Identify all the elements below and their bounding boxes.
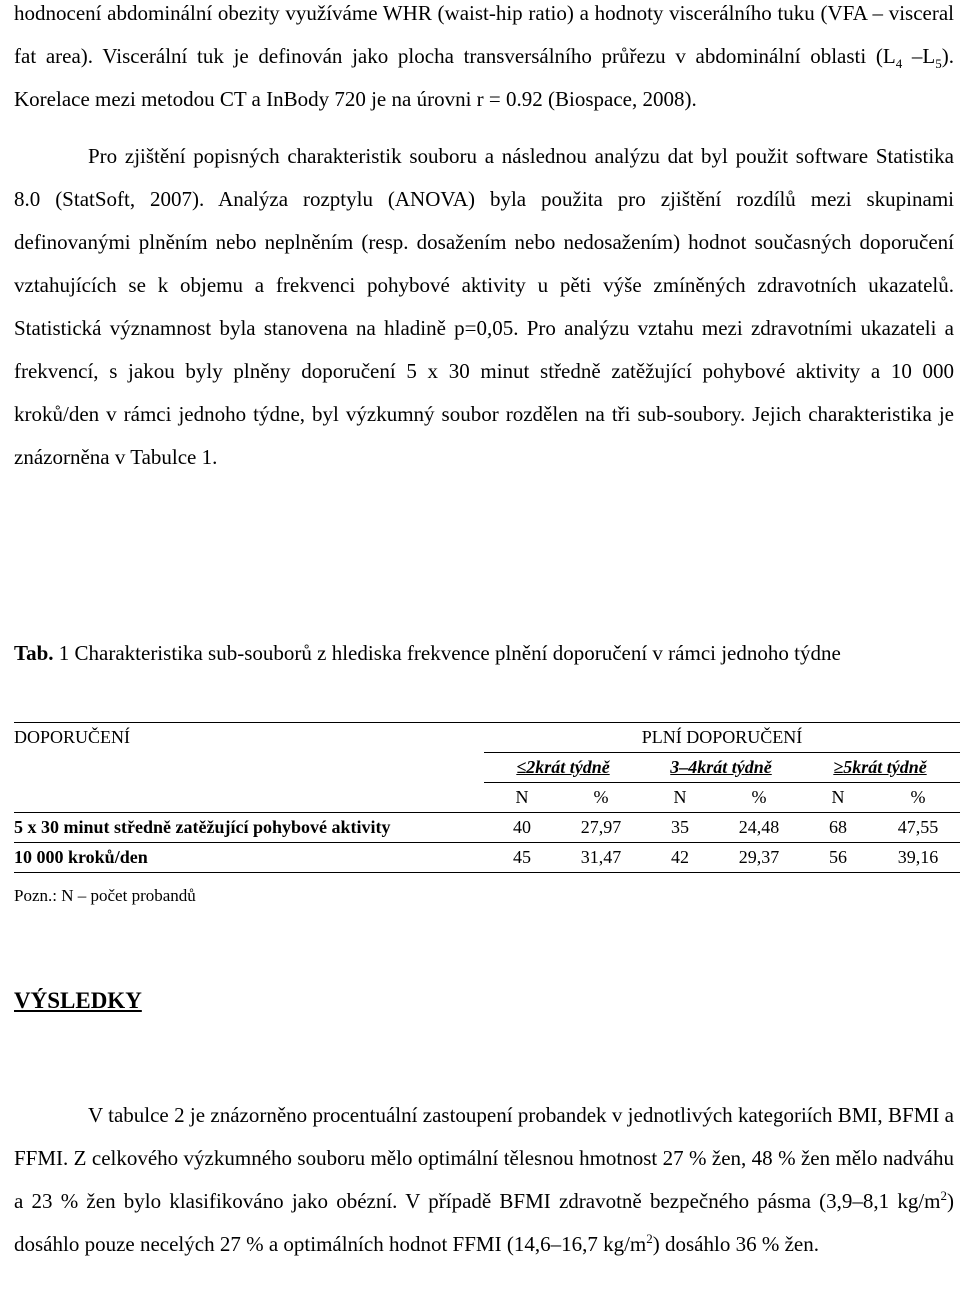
superscript-2: 2 — [940, 1188, 947, 1203]
table-cell: 35 — [642, 813, 718, 843]
table-cell: 47,55 — [876, 813, 960, 843]
table-caption-text: 1 Charakteristika sub-souborů z hlediska frekvence plnění doporučení v rámci jednoho týdne — [53, 641, 841, 665]
table-cell: 68 — [800, 813, 876, 843]
intro-paragraph — [14, 0, 954, 121]
methods-paragraph: Pro zjištění popisných charakteristik souboru a následnou analýzu dat byl použit software Statistika 8.0 (StatSoft, 2007). Analýza rozptylu (ANOVA) byla použita pro zjištění rozdílů mezi skupinami definovanými plněním nebo neplněním (resp. dosažením nebo nedosažením) hodnot současných doporučení vztahujících se k objemu a frekvenci pohybové aktivity u pěti výše zmíněných zdravotních ukazatelů. Statistická významnost byla stanovena na hladině p=0,05. Pro analýzu vztahu mezi zdravotními ukazateli a frekvencí, s jakou byly plněny doporučení 5 x 30 minut středně zatěžující pohybové aktivity a 10 000 kroků/den v rámci jednoho týdne, byl výzkumný soubor rozdělen na tři sub-soubory. Jejich charakteristika je znázorněna v Tabulce 1. — [14, 144, 954, 469]
table-cell: 29,37 — [718, 843, 800, 873]
superscript-2: 2 — [646, 1231, 653, 1246]
table-row — [14, 813, 960, 843]
subscript-4: 4 — [895, 56, 903, 72]
group-mid: 3–4krát týdně — [670, 757, 772, 777]
section-heading: VÝSLEDKY — [14, 988, 142, 1013]
table-cell: 39,16 — [876, 843, 960, 873]
table-cell: 56 — [800, 843, 876, 873]
table-cell: 42 — [642, 843, 718, 873]
table-note: Pozn.: N – počet probandů — [14, 886, 196, 905]
intro-dash: –L — [902, 44, 936, 68]
sub-header: % — [876, 783, 960, 813]
table-caption-label: Tab. — [14, 641, 54, 665]
sub-header: N — [642, 783, 718, 813]
col-header-recommendation: DOPORUČENÍ — [14, 723, 484, 753]
group-high: ≥5krát týdně — [833, 757, 927, 777]
table-cell: 31,47 — [560, 843, 642, 873]
table-cell: 40 — [484, 813, 560, 843]
results-text-a: V tabulce 2 je znázorněno procentuální zastoupení probandek v jednotlivých kategoriích BMI, BFMI a FFMI. Z celkového výzkumného souboru mělo optimální tělesnou hmotnost 27 % žen, 48 % žen mělo nadváhu a 23 % žen bylo klasifikováno jako obézní. V případě BFMI zdravotně bezpečného pásma (3,9–8,1 kg/m — [14, 1103, 954, 1213]
group-header: PLNÍ DOPORUČENÍ — [484, 723, 960, 753]
intro-text-2: ). Korelace mezi metodou CT a InBody 720 je na úrovni r = 0.92 (Biospace, 2008). — [14, 44, 954, 111]
table-caption — [14, 632, 954, 675]
document-page — [14, 0, 954, 1256]
table-cell: 24,48 — [718, 813, 800, 843]
sub-header: % — [560, 783, 642, 813]
results-paragraph — [14, 1094, 954, 1266]
sub-header: N — [800, 783, 876, 813]
table-cell: 27,97 — [560, 813, 642, 843]
subscript-5: 5 — [935, 56, 942, 72]
row-label: 10 000 kroků/den — [14, 843, 484, 873]
sub-header: % — [718, 783, 800, 813]
results-text-c: ) dosáhlo 36 % žen. — [652, 1232, 819, 1256]
results-text-b: ) dosáhlo pouze necelých 27 % a optimálních hodnot FFMI (14,6–16,7 kg/m — [14, 1189, 954, 1256]
table-cell: 45 — [484, 843, 560, 873]
row-label: 5 x 30 minut středně zatěžující pohybové aktivity — [14, 813, 484, 843]
table-row — [14, 843, 960, 873]
group-low: ≤2krát týdně — [516, 757, 610, 777]
subgroup-table — [14, 722, 960, 873]
intro-text-1: hodnocení abdominální obezity využíváme WHR (waist-hip ratio) a hodnoty viscerálního tuku (VFA – visceral fat area). Viscerální tuk je definován jako plocha transversálního průřezu v abdominální oblasti (L — [14, 1, 954, 68]
sub-header: N — [484, 783, 560, 813]
